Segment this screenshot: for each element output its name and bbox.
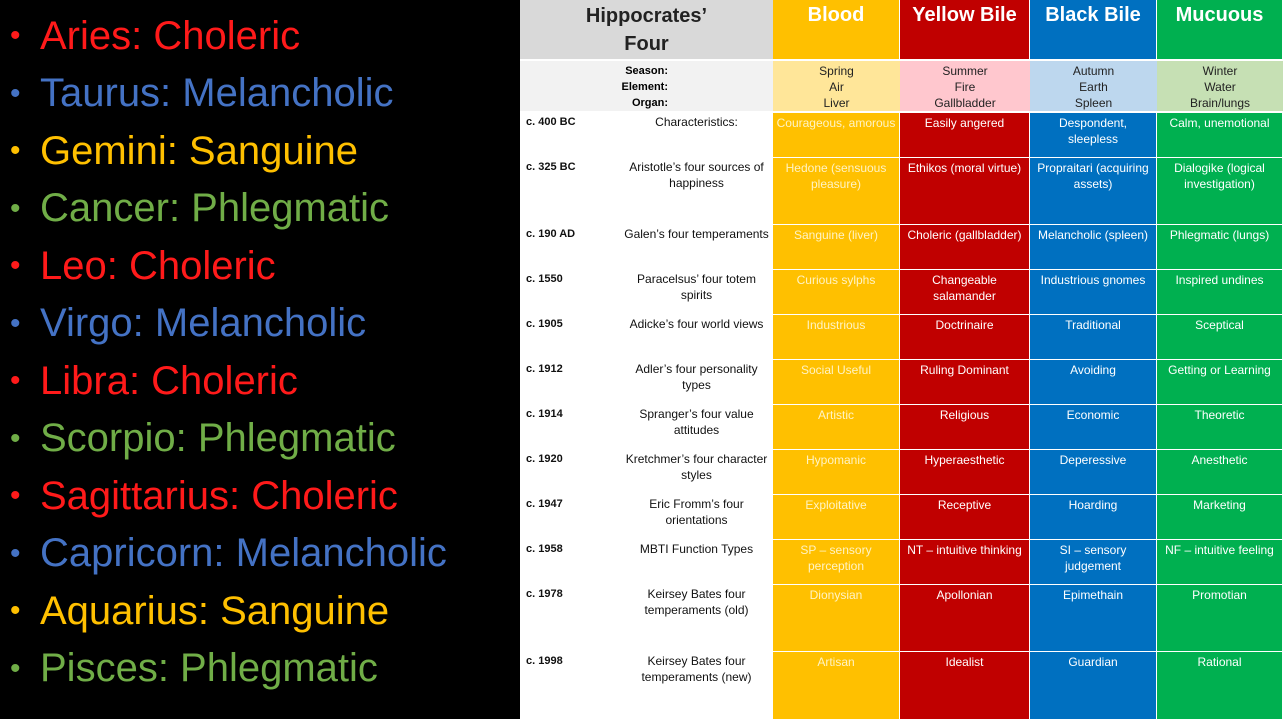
humour-cell: Artisan — [773, 651, 900, 719]
zodiac-label: Capricorn: Melancholic — [40, 531, 447, 575]
humour-cell: NT – intuitive thinking — [900, 539, 1030, 584]
zodiac-item — [10, 582, 389, 640]
humour-cell: Religious — [900, 404, 1030, 449]
row-date: c. 1920 — [526, 453, 563, 465]
humour-attributes: Spring Air Liver — [773, 61, 900, 111]
humour-attributes: Autumn Earth Spleen — [1030, 61, 1157, 111]
row-description: Paracelsus’ four totem spirits — [637, 272, 756, 302]
zodiac-label: Virgo: Melancholic — [40, 301, 367, 345]
humour-cell: Exploitative — [773, 494, 900, 539]
table-title: Hippocrates’ Four — [520, 0, 773, 59]
bullet-icon: • — [10, 134, 21, 167]
row-date: c. 1947 — [526, 498, 563, 510]
humour-cell: Economic — [1030, 404, 1157, 449]
zodiac-label: Taurus: Melancholic — [40, 71, 394, 115]
zodiac-label: Aquarius: Sanguine — [40, 588, 390, 633]
humour-cell: Dionysian — [773, 584, 900, 651]
humour-cell: Courageous, amorous — [773, 112, 900, 157]
row-description: Spranger’s four value attitudes — [639, 407, 754, 437]
humour-cell: Sceptical — [1157, 314, 1283, 359]
row-date: c. 1958 — [526, 543, 563, 555]
humour-cell: Apollonian — [900, 584, 1030, 651]
humour-cell: Hyperaesthetic — [900, 449, 1030, 494]
zodiac-label: Aries: Choleric — [40, 13, 301, 58]
humour-cell: NF – intuitive feeling — [1157, 539, 1283, 584]
bullet-icon: • — [10, 19, 21, 52]
row-date: c. 325 BC — [526, 161, 576, 173]
humour-cell: Hedone (sensuous pleasure) — [773, 157, 900, 224]
zodiac-list — [0, 0, 520, 719]
bullet-icon: • — [10, 421, 21, 455]
bullet-icon: • — [10, 249, 21, 282]
row-date: c. 1905 — [526, 318, 563, 330]
bullet-icon: • — [10, 191, 21, 225]
row-date: c. 1550 — [526, 273, 563, 285]
humour-cell: Easily angered — [900, 112, 1030, 157]
bullet-icon: • — [10, 364, 21, 397]
humour-cell: Deperessive — [1030, 449, 1157, 494]
humour-cell: Industrious gnomes — [1030, 269, 1157, 314]
humour-cell: Changeable salamander — [900, 269, 1030, 314]
zodiac-label: Sagittarius: Choleric — [40, 473, 398, 518]
humour-cell: Hoarding — [1030, 494, 1157, 539]
humour-cell: Choleric (gallbladder) — [900, 224, 1030, 269]
zodiac-item — [10, 295, 366, 353]
zodiac-item — [10, 640, 378, 698]
humour-cell: Marketing — [1157, 494, 1283, 539]
attribute-labels: Season: Element: Organ: — [520, 61, 773, 111]
humour-cell: Doctrinaire — [900, 314, 1030, 359]
row-description: Keirsey Bates four temperaments (new) — [641, 654, 752, 684]
humour-header: Mucuous — [1157, 0, 1283, 59]
humour-cell: Industrious — [773, 314, 900, 359]
humour-cell: Theoretic — [1157, 404, 1283, 449]
row-date: c. 1914 — [526, 408, 563, 420]
humour-cell: Hypomanic — [773, 449, 900, 494]
bullet-icon: • — [10, 651, 21, 685]
humour-cell: Calm, unemotional — [1157, 112, 1283, 157]
humour-cell: Inspired undines — [1157, 269, 1283, 314]
row-date: c. 190 AD — [526, 228, 576, 240]
humour-cell: Receptive — [900, 494, 1030, 539]
humour-cell: Phlegmatic (lungs) — [1157, 224, 1283, 269]
zodiac-item — [10, 65, 394, 123]
row-description: Characteristics: — [655, 115, 738, 129]
humour-cell: Sanguine (liver) — [773, 224, 900, 269]
humour-cell: Rational — [1157, 651, 1283, 719]
zodiac-item — [10, 237, 276, 295]
humour-attributes: Summer Fire Gallbladder — [900, 61, 1030, 111]
zodiac-item — [10, 180, 389, 238]
humour-cell: Getting or Learning — [1157, 359, 1283, 404]
humour-cell: Avoiding — [1030, 359, 1157, 404]
humour-cell: Despondent, sleepless — [1030, 112, 1157, 157]
row-description: Galen’s four temperaments — [624, 227, 769, 241]
zodiac-label: Leo: Choleric — [40, 243, 276, 288]
zodiac-label: Libra: Choleric — [40, 358, 298, 403]
zodiac-item — [10, 7, 300, 65]
row-date: c. 1978 — [526, 588, 563, 600]
humour-cell: Artistic — [773, 404, 900, 449]
humour-cell: Propraitari (acquiring assets) — [1030, 157, 1157, 224]
humour-cell: Dialogike (logical investigation) — [1157, 157, 1283, 224]
zodiac-label: Gemini: Sanguine — [40, 128, 358, 173]
bullet-icon: • — [10, 536, 21, 570]
zodiac-label: Pisces: Phlegmatic — [40, 646, 378, 690]
row-description: Aristotle’s four sources of happiness — [629, 160, 764, 190]
humour-cell: SP – sensory perception — [773, 539, 900, 584]
humour-cell: Melancholic (spleen) — [1030, 224, 1157, 269]
zodiac-item — [10, 410, 396, 468]
humour-cell: Guardian — [1030, 651, 1157, 719]
row-description: Adler’s four personality types — [635, 362, 758, 392]
humour-cell: Social Useful — [773, 359, 900, 404]
zodiac-label: Scorpio: Phlegmatic — [40, 416, 396, 460]
humour-header: Yellow Bile — [900, 0, 1030, 59]
humour-cell: Promotian — [1157, 584, 1283, 651]
humour-header: Black Bile — [1030, 0, 1157, 59]
bullet-icon: • — [10, 594, 21, 627]
humour-cell: Epimethain — [1030, 584, 1157, 651]
humour-cell: Traditional — [1030, 314, 1157, 359]
humour-attributes: Winter Water Brain/lungs — [1157, 61, 1283, 111]
humour-header: Blood — [773, 0, 900, 59]
row-description: Adicke’s four world views — [629, 317, 764, 331]
zodiac-item — [10, 122, 358, 180]
row-description: Kretchmer’s four character styles — [625, 452, 768, 482]
zodiac-item — [10, 352, 298, 410]
humour-cell: Ruling Dominant — [900, 359, 1030, 404]
bullet-icon: • — [10, 479, 21, 512]
row-description: MBTI Function Types — [639, 542, 754, 556]
humour-cell: Anesthetic — [1157, 449, 1283, 494]
humour-cell: Ethikos (moral virtue) — [900, 157, 1030, 224]
zodiac-item — [10, 467, 398, 525]
bullet-icon: • — [10, 306, 21, 340]
humour-cell: SI – sensory judgement — [1030, 539, 1157, 584]
row-date: c. 1912 — [526, 363, 563, 375]
row-date: c. 1998 — [526, 655, 563, 667]
zodiac-label: Cancer: Phlegmatic — [40, 186, 390, 230]
humours-table — [520, 0, 1283, 719]
zodiac-item — [10, 525, 447, 583]
humour-cell: Curious sylphs — [773, 269, 900, 314]
row-description: Keirsey Bates four temperaments (old) — [644, 587, 749, 617]
humour-cell: Idealist — [900, 651, 1030, 719]
row-date: c. 400 BC — [526, 116, 576, 128]
bullet-icon: • — [10, 76, 21, 110]
row-description: Eric Fromm’s four orientations — [649, 497, 744, 527]
